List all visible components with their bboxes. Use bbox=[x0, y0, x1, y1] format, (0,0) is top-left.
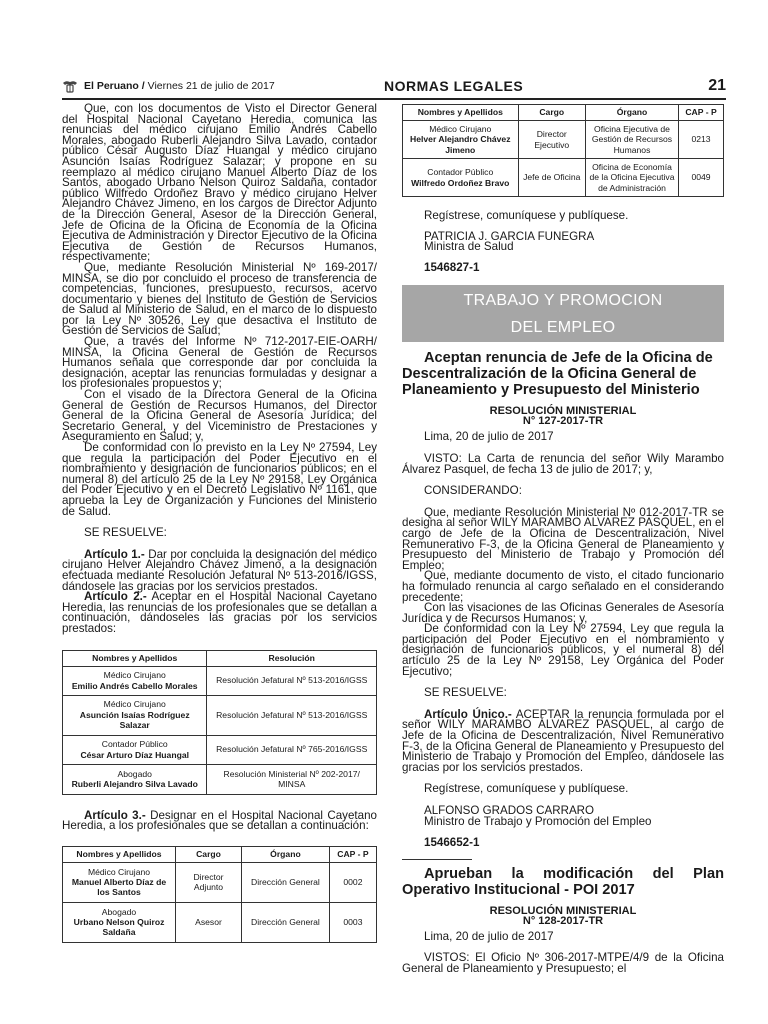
resolution-number: N° 128-2017-TR bbox=[522, 914, 604, 927]
person-cell: Médico Cirujano Helver Alejandro Chávez Jimeno bbox=[403, 121, 519, 159]
date-line: Lima, 20 de julio de 2017 bbox=[424, 430, 554, 444]
publication-code: 1546652-1 bbox=[424, 836, 480, 850]
signatory-name: PATRICIA J. GARCIA FUNEGRA bbox=[424, 229, 595, 243]
issue-date: Viernes 21 de julio de 2017 bbox=[147, 80, 275, 92]
table-header-row bbox=[63, 846, 377, 862]
paragraph: De conformidad con la Ley Nº 27594, Ley que regula la participación del Poder Ejecutivo en el nombramiento y designación de funcionarios públicos, y el numeral 8) del artículo 25 de la Ley Nº 29158, Ley Orgánica del Poder Ejecutivo; bbox=[402, 622, 724, 678]
cargo-cell: Director Adjunto bbox=[176, 862, 242, 902]
coat-of-arms-icon bbox=[62, 80, 78, 94]
column-header: Nombres y Apellidos bbox=[403, 105, 519, 121]
paragraph: Que, mediante Resolución Ministerial Nº 012-2017-TR se designa al señor WILY MARAMBO ALVAREZ PASQUEL, en el cargo de Jefe de la Oficina de Descentralización, Nivel Remunerativo F-3, de la Oficina General de Planeamiento y Presupuesto del Ministerio de Trabajo y Promoción del Empleo; bbox=[402, 505, 724, 572]
resolution-heading bbox=[402, 406, 724, 426]
person-cell: Contador Público César Arturo Díaz Huangal bbox=[63, 735, 207, 764]
divider bbox=[402, 859, 472, 860]
signatory-title: Ministro de Trabajo y Promoción del Empleo bbox=[424, 814, 652, 828]
cap-cell: 0003 bbox=[329, 902, 376, 942]
paragraph: Que, mediante documento de visto, el citado funcionario ha formulado renuncia al cargo señalado en el considerando precedente; bbox=[402, 569, 724, 604]
page-header bbox=[62, 76, 726, 100]
column-header: Cargo bbox=[518, 105, 585, 121]
table-row bbox=[63, 902, 377, 942]
article-text: Designar en el Hospital Nacional Cayetano Heredia, a los profesionales que se detallan a continuación: bbox=[62, 808, 377, 833]
article-label: Artículo 2.- bbox=[84, 590, 147, 604]
left-column bbox=[62, 104, 377, 943]
article-1 bbox=[62, 547, 377, 593]
organo-cell: Oficina de Economía de la Oficina Ejecutiva de Administración bbox=[585, 159, 678, 197]
resolution-heading bbox=[402, 906, 724, 926]
appointments-table bbox=[62, 846, 377, 943]
article-unico bbox=[402, 707, 724, 774]
table-row bbox=[403, 159, 724, 197]
article-2 bbox=[62, 592, 377, 634]
right-column bbox=[402, 104, 724, 975]
article-text: Aceptar en el Hospital Nacional Cayetano Heredia, las renuncias de los profesionales que se detallan a continuación, dándoseles las gracias por los servicios prestados: bbox=[62, 590, 377, 635]
table-row bbox=[63, 764, 377, 794]
se-resuelve-heading: SE RESUELVE: bbox=[84, 526, 167, 540]
sector-banner bbox=[402, 285, 724, 342]
paragraph: Que, mediante Resolución Ministerial Nº 169-2017/ MINSA, se dio por concluido el proceso de transferencia de competencias, funciones, presupuesto, recursos, acervo documentario y bienes del Instituto de Gestión de Servicios de Salud al Ministerio de Salud, en el marco de lo dispuesto por la Ley Nº 30526, Ley que desactiva el Instituto de Gestión de Servicios de Salud; bbox=[62, 260, 377, 338]
signatory-name: ALFONSO GRADOS CARRARO bbox=[424, 804, 595, 817]
person-cell: Médico Cirujano Manuel Alberto Díaz de los Santos bbox=[63, 862, 176, 902]
column-header: Resolución bbox=[207, 650, 377, 666]
article-label: Artículo 1.- bbox=[84, 547, 145, 561]
organo-cell: Oficina Ejecutiva de Gestión de Recursos Humanos bbox=[585, 121, 678, 159]
table-row bbox=[63, 735, 377, 764]
closing-formula: Regístrese, comuníquese y publíquese. bbox=[424, 782, 629, 796]
cap-cell: 0213 bbox=[679, 121, 724, 159]
page-number: 21 bbox=[708, 77, 726, 94]
article-label: Artículo Único.- bbox=[424, 707, 512, 721]
norm-title: Aceptan renuncia de Jefe de la Oficina de Descentralización de la Oficina General de Planeamiento y Presupuesto del Ministerio bbox=[402, 350, 713, 399]
paragraph: De conformidad con lo previsto en la Ley Nº 27594, Ley que regula la participación del Poder Ejecutivo en el nombramiento y designación de funcionarios públicos; en el numeral 8) del artículo 25 de la Ley Nº 29158, Ley Orgánica del Poder Ejecutivo y en el Decreto Legislativo Nº 1161, que aprueba la Ley de Organización y Funciones del Ministerio de Salud. bbox=[62, 441, 377, 518]
date-line: Lima, 20 de julio de 2017 bbox=[424, 929, 554, 943]
column-header: CAP - P bbox=[679, 105, 724, 121]
appointments-table-continued bbox=[402, 104, 724, 197]
column-header: Órgano bbox=[585, 105, 678, 121]
publication-name: El Peruano / Viernes 21 de julio de 2017 bbox=[84, 80, 275, 92]
organo-cell: Dirección General bbox=[241, 862, 329, 902]
publication-code: 1546827-1 bbox=[424, 260, 480, 274]
cargo-cell: Jefe de Oficina bbox=[518, 159, 585, 197]
paragraph: Con las visaciones de las Oficinas Generales de Asesoría Jurídica y de Recursos Humanos; y, bbox=[402, 601, 724, 625]
banner-line: DEL EMPLEO bbox=[510, 319, 616, 337]
person-cell: Médico Cirujano Emilio Andrés Cabello Morales bbox=[63, 666, 207, 695]
column-header: CAP - P bbox=[329, 846, 376, 862]
table-row bbox=[403, 121, 724, 159]
vistos-paragraph: VISTOS: El Oficio Nº 306-2017-MTPE/4/9 de la Oficina General de Planeamiento y Presupuesto; el bbox=[402, 951, 724, 975]
visto-paragraph: VISTO: La Carta de renuncia del señor Wily Marambo Álvarez Pasquel, de fecha 13 de julio de 2017; y, bbox=[402, 451, 724, 476]
article-3 bbox=[62, 808, 377, 833]
column-header: Nombres y Apellidos bbox=[63, 846, 176, 862]
norm-title: Aprueban la modificación del Plan Operativo Institucional - POI 2017 bbox=[402, 865, 724, 898]
signatory-title: Ministra de Salud bbox=[424, 240, 514, 254]
closing-formula: Regístrese, comuníquese y publíquese. bbox=[424, 209, 629, 222]
considerando-heading: CONSIDERANDO: bbox=[424, 484, 522, 498]
cap-cell: 0002 bbox=[329, 862, 376, 902]
article-text: Dar por concluida la designación del médico cirujano Helver Alejandro Chávez Jimeno, a la designación efectuada mediante Resolución Jefatural Nº 513-2016/IGSS, dándosele las gracias por los servicios prestados. bbox=[62, 547, 377, 593]
banner-line: TRABAJO Y PROMOCION bbox=[463, 292, 663, 310]
section-title: NORMAS LEGALES bbox=[384, 78, 524, 94]
table-header-row bbox=[63, 650, 377, 666]
column-header: Órgano bbox=[241, 846, 329, 862]
resolution-type: RESOLUCIÓN MINISTERIAL bbox=[489, 405, 637, 418]
resignations-table bbox=[62, 650, 377, 795]
paragraph: Que, con los documentos de Visto el Director General del Hospital Nacional Cayetano Heredia, comunica las renuncias del médico cirujano Emilio Andrés Cabello Morales, abogado Ruberli Alejandro Silva Lavado, contador público César Augusto Díaz Huangal y médico cirujano Asunción Isaías Rodríguez Salazar; y propone en su reemplazo al médico cirujano Manuel Alberto Díaz de los Santos, abogado Urbano Nelson Quiroz Saldaña, contador público Wilfredo Ordoñez Bravo y médico cirujano Helver Alejandro Chávez Jimeno, en los cargos de Director Adjunto de la Dirección General, Asesor de la Dirección General, Jefe de Oficina de la Oficina de Economía de la Oficina Ejecutiva de Administración y Director Ejecutivo de la Oficina Ejecutiva de Gestión de Recursos Humanos, respectivamente; bbox=[62, 102, 377, 264]
table-row bbox=[63, 862, 377, 902]
person-cell: Contador Público Wilfredo Ordoñez Bravo bbox=[403, 159, 519, 197]
resolution-cell: Resolución Ministerial Nº 202-2017/ MINSA bbox=[207, 764, 377, 794]
table-header-row bbox=[403, 105, 724, 121]
resolution-type: RESOLUCIÓN MINISTERIAL bbox=[489, 904, 637, 917]
column-header: Nombres y Apellidos bbox=[63, 650, 207, 666]
person-cell: Abogado Ruberli Alejandro Silva Lavado bbox=[63, 764, 207, 794]
resolution-cell: Resolución Jefatural Nº 765-2016/IGSS bbox=[207, 735, 377, 764]
paragraph: Con el visado de la Directora General de la Oficina General de Gestión de Recursos Humanos, del Director General de la Oficina General de Asesoría Jurídica; del Secretario General, y del Viceministro de Prestaciones y Aseguramiento en Salud; y, bbox=[62, 388, 377, 444]
article-text: ACEPTAR la renuncia formulada por el señor WILY MARAMBO ÁLVAREZ PASQUEL, al cargo de Jefe de la Oficina de Descentralización, Nivel Remunerativo F-3, de la Oficina General de Planeamiento y Presupuesto del Ministerio de Trabajo y Promoción del Empleo, dándosele las gracias por los servicios prestados. bbox=[402, 707, 724, 774]
cargo-cell: Asesor bbox=[176, 902, 242, 942]
person-cell: Abogado Urbano Nelson Quiroz Saldaña bbox=[63, 902, 176, 942]
column-header: Cargo bbox=[176, 846, 242, 862]
person-cell: Médico Cirujano Asunción Isaías Rodríguez Salazar bbox=[63, 695, 207, 735]
resolution-number: N° 127-2017-TR bbox=[522, 415, 604, 428]
table-row bbox=[63, 695, 377, 735]
table-row bbox=[63, 666, 377, 695]
cargo-cell: Director Ejecutivo bbox=[518, 121, 585, 159]
cap-cell: 0049 bbox=[679, 159, 724, 197]
organo-cell: Dirección General bbox=[241, 902, 329, 942]
paragraph: Que, a través del Informe Nº 712-2017-EIE-OARH/ MINSA, la Oficina General de Gestión de Recursos Humanos señala que corresponde dar por concluida la designación, aceptar las renuncias formuladas y designar a los profesionales propuestos y; bbox=[62, 335, 377, 391]
resolution-cell: Resolución Jefatural Nº 513-2016/IGSS bbox=[207, 695, 377, 735]
article-label: Artículo 3.- bbox=[84, 808, 146, 822]
resolution-cell: Resolución Jefatural Nº 513-2016/IGSS bbox=[207, 666, 377, 695]
se-resuelve-heading: SE RESUELVE: bbox=[424, 686, 507, 700]
